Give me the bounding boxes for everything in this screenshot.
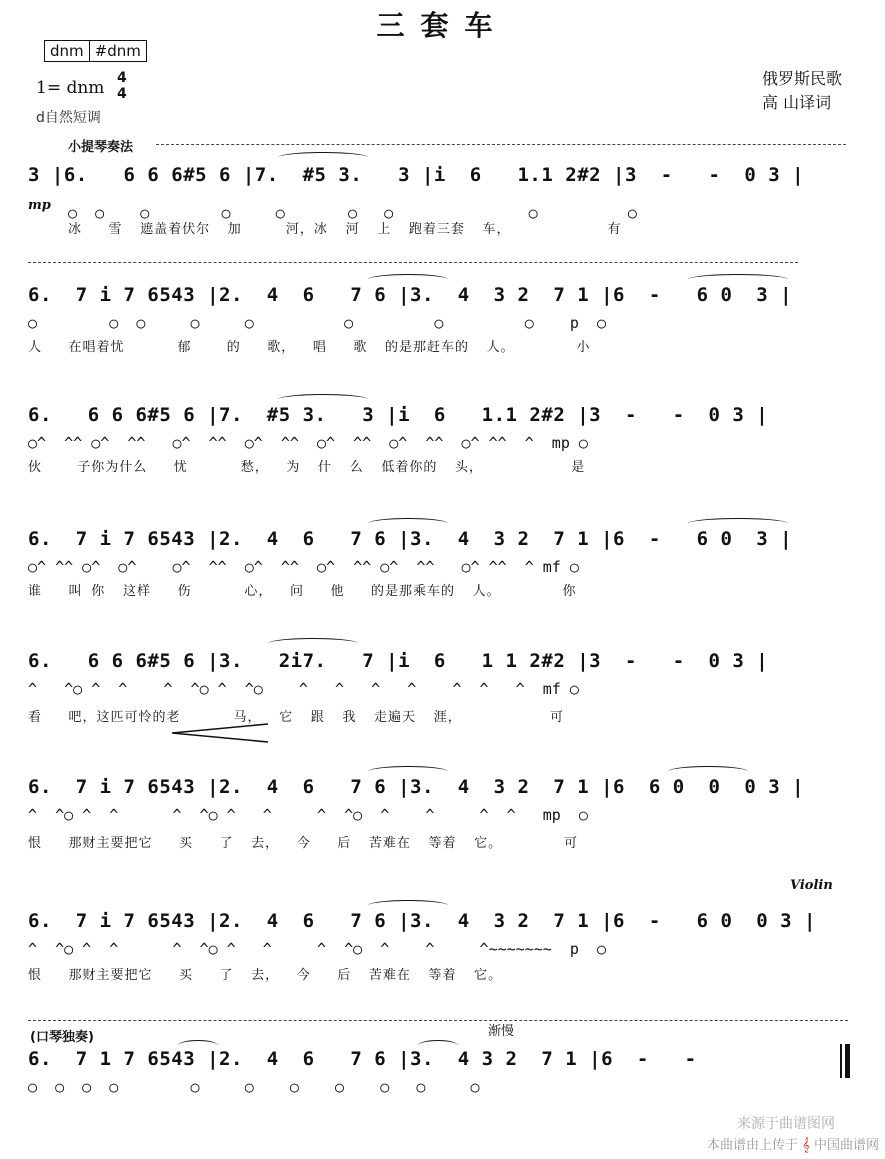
footer-credit (707, 1134, 879, 1153)
final-barline-thick (845, 1044, 850, 1078)
system-notes: 6. 6 6 6#5 6 |3. 2i7. 7 |i 6 1 1 2#2 |3 - - 0 3 | (28, 650, 769, 672)
harmonica-solo-label: (口琴独奏) (30, 1030, 94, 1045)
system-lyrics: 恨 那财主要把它 买 了 去， 今 后 苦难在 等着 它。 (28, 968, 503, 983)
system-7 (28, 910, 848, 1016)
system-6 (28, 776, 848, 882)
system-5 (28, 650, 848, 756)
key-box-natural: dnm (50, 42, 84, 60)
key-box (44, 40, 147, 62)
system-lyrics: 看 吧，这匹可怜的老 马， 它 跟 我 走遍天 涯， 可 (28, 710, 564, 725)
slur (688, 518, 788, 529)
system-notes: 6. 7 i 7 6543 |2. 4 6 7 6 |3. 4 3 2 7 1 |6 6 0 0 0 3 | (28, 776, 805, 798)
system-bowing-marks: ○^ ^^ ○^ ^^ ○^ ^^ ○^ ^^ ○^ ^^ ○^ ^^ ○^ ^^ ^ mp ○ (28, 434, 588, 452)
system-bowing-marks: ^ ^○ ^ ^ ^ ^○ ^ ^○ ^ ^ ^ ^ ^ ^ ^ mf ○ (28, 680, 579, 698)
system-bowing-marks: ○ ○ ○ ○ ○ ○ ○ ○ ○ (68, 204, 637, 222)
watermark-text: 来源于曲谱图网 (737, 1116, 835, 1132)
system-1 (28, 164, 848, 270)
system-notes: 3 |6. 6 6 6#5 6 |7. #5 3. 3 |i 6 1.1 2#2 |3 - - 0 3 | (28, 164, 805, 186)
time-sig-top: 4 (117, 70, 127, 86)
crescendo-hairpin-icon (170, 722, 270, 744)
system-4 (28, 528, 848, 634)
slur (688, 274, 788, 285)
system-lyrics: 冰 雪 遮盖着伏尔 加 河，冰 河 上 跑着三套 车， 有 (68, 222, 622, 237)
system-notes: 6. 6 6 6#5 6 |7. #5 3. 3 |i 6 1.1 2#2 |3 - - 0 3 | (28, 404, 769, 426)
tempo-change-label: 渐慢 (488, 1024, 515, 1039)
slur (368, 274, 448, 285)
system-lyrics: 谁 叫 你 这样 伤 心， 问 他 的是那乘车的 人。 你 (28, 584, 577, 599)
system-bowing-marks: ○^ ^^ ○^ ○^ ○^ ^^ ○^ ^^ ○^ ^^ ○^ ^^ ○^ ^^ ^ mf ○ (28, 558, 579, 576)
time-sig-bottom: 4 (117, 86, 127, 102)
system-lyrics: 恨 那财主要把它 买 了 去， 今 后 苦难在 等着 它。 可 (28, 836, 578, 851)
mode-note: d自然短调 (36, 110, 101, 126)
slur (268, 638, 358, 649)
time-signature (117, 70, 127, 102)
slur (368, 766, 448, 777)
violin-technique-label: 小提琴奏法 (68, 140, 134, 155)
slur (418, 1040, 458, 1051)
violin-label (790, 878, 833, 893)
key-signature: 1= dnm (36, 78, 105, 98)
slur (278, 152, 368, 163)
system-notes: 6. 7 i 7 6543 |2. 4 6 7 6 |3. 4 3 2 7 1 |6 - 6 0 3 | (28, 528, 793, 550)
slur (368, 518, 448, 529)
slur (668, 766, 748, 777)
slur (368, 900, 448, 911)
system-lyrics: 伙 子你为什么 忧 愁， 为 什 么 低着你的 头， 是 (28, 460, 586, 475)
violin-technique-line-2 (28, 262, 798, 263)
slur (278, 394, 368, 405)
credit-translator: 高 山译词 (762, 93, 832, 112)
system-notes: 6. 7 i 7 6543 |2. 4 6 7 6 |3. 4 3 2 7 1 |6 - 6 0 3 | (28, 284, 793, 306)
final-barline-thin (840, 1044, 842, 1078)
key-box-sharp: #dnm (89, 41, 146, 61)
system-notes: 6. 7 1 7 6543 |2. 4 6 7 6 |3. 4 3 2 7 1 |6 - - (28, 1048, 697, 1070)
system-lyrics: 人 在唱着忧 郁 的 歌， 唱 歌 的是那赶车的 人。 小 (28, 340, 591, 355)
violin-label-text: Violin (790, 878, 833, 893)
system-bowing-marks: ^ ^○ ^ ^ ^ ^○ ^ ^ ^ ^○ ^ ^ ^ ^ mp ○ (28, 806, 588, 824)
footer-site: 中国曲谱网 (813, 1138, 879, 1153)
system-bowing-marks: ^ ^○ ^ ^ ^ ^○ ^ ^ ^ ^○ ^ ^ ^~~~~~~~ p ○ (28, 940, 606, 958)
slur (178, 1040, 218, 1051)
page-title: 三套车 (376, 9, 509, 42)
system-3 (28, 404, 848, 510)
system-bowing-marks: ○ ○ ○ ○ ○ ○ ○ ○ p ○ (28, 314, 606, 332)
violin-technique-line (156, 144, 846, 145)
dynamic-mark: mp (28, 198, 51, 213)
credit-origin: 俄罗斯民歌 (762, 69, 843, 88)
footer-upload: 本曲谱由上传于 (707, 1138, 799, 1153)
system-2 (28, 284, 848, 390)
treble-clef-icon: 𝄞 (802, 1138, 810, 1153)
system-bowing-marks: ○ ○ ○ ○ ○ ○ ○ ○ ○ ○ ○ (28, 1078, 480, 1096)
solo-line (28, 1020, 848, 1021)
system-notes: 6. 7 i 7 6543 |2. 4 6 7 6 |3. 4 3 2 7 1 |6 - 6 0 0 3 | (28, 910, 816, 932)
